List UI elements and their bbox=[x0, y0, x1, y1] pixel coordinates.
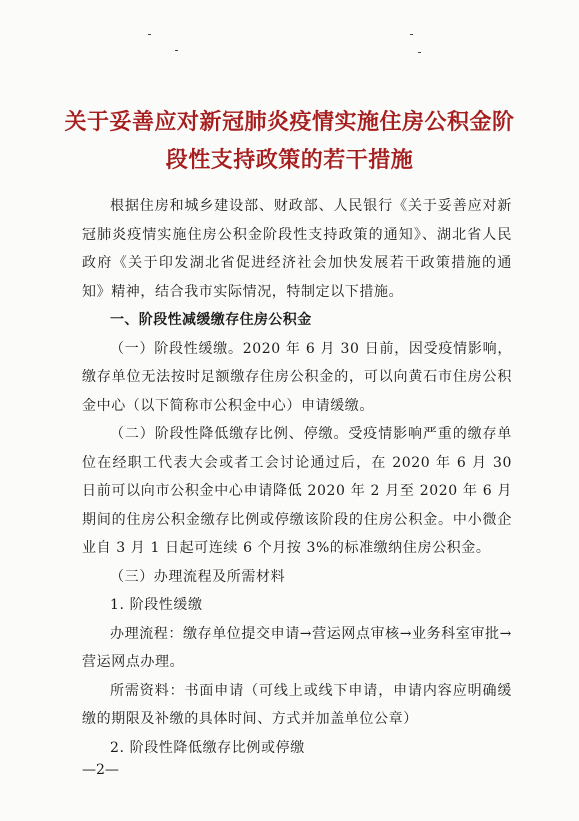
title-line-2: 段性支持政策的若干措施 bbox=[165, 148, 414, 173]
document-body bbox=[82, 192, 512, 762]
title-line-1: 关于妥善应对新冠肺炎疫情实施住房公积金阶 bbox=[64, 110, 515, 135]
required-materials: 所需资料：书面申请（可线上或线下申请，申请内容应明确缓缴的期限及补缴的具体时间、方式并加盖单位公章） bbox=[82, 682, 512, 727]
scan-speck bbox=[418, 52, 421, 53]
paragraph-reduce-rate: （二）阶段性降低缴存比例、停缴。受疫情影响严重的缴存单位在经职工代表大会或者工会讨论通过后，在 2020 年 6 月 30 日前可以向市公积金中心申请降低 2020 年 2 月至 2020 年 6 月期间的住房公积金缴存比例或停缴该阶段的住房公积金。中小微企业自 3 月 1 日起可连续 6 个月按 3%的标准缴纳住房公积金。 bbox=[82, 426, 512, 556]
intro-paragraph: 根据住房和城乡建设部、财政部、人民银行《关于妥善应对新冠肺炎疫情实施住房公积金阶段性支持政策的通知》、湖北省人民政府《关于印发湖北省促进经济社会加快发展若干政策措施的通知》精神，结合我市实际情况，特制定以下措施。 bbox=[82, 198, 512, 300]
item-2-heading: 2. 阶段性降低缴存比例或停缴 bbox=[110, 739, 305, 756]
paragraph-deferral: （一）阶段性缓缴。2020 年 6 月 30 日前，因受疫情影响，缴存单位无法按时足额缴存住房公积金的，可以向黄石市住房公积金中心（以下简称市公积金中心）申请缓缴。 bbox=[82, 340, 512, 414]
subheading-procedure: （三）办理流程及所需材料 bbox=[110, 568, 286, 585]
item-1-heading: 1. 阶段性缓缴 bbox=[110, 597, 203, 613]
page-number: —2— bbox=[82, 762, 119, 778]
procedure-flow: 办理流程：缴存单位提交申请→营运网点审核→业务科室审批→营运网点办理。 bbox=[82, 625, 512, 670]
document-title bbox=[40, 104, 539, 180]
scan-speck bbox=[175, 50, 178, 51]
scan-speck bbox=[148, 34, 151, 35]
section-heading-1: 一、阶段性减缓缴存住房公积金 bbox=[110, 312, 312, 328]
scan-speck bbox=[410, 34, 413, 35]
